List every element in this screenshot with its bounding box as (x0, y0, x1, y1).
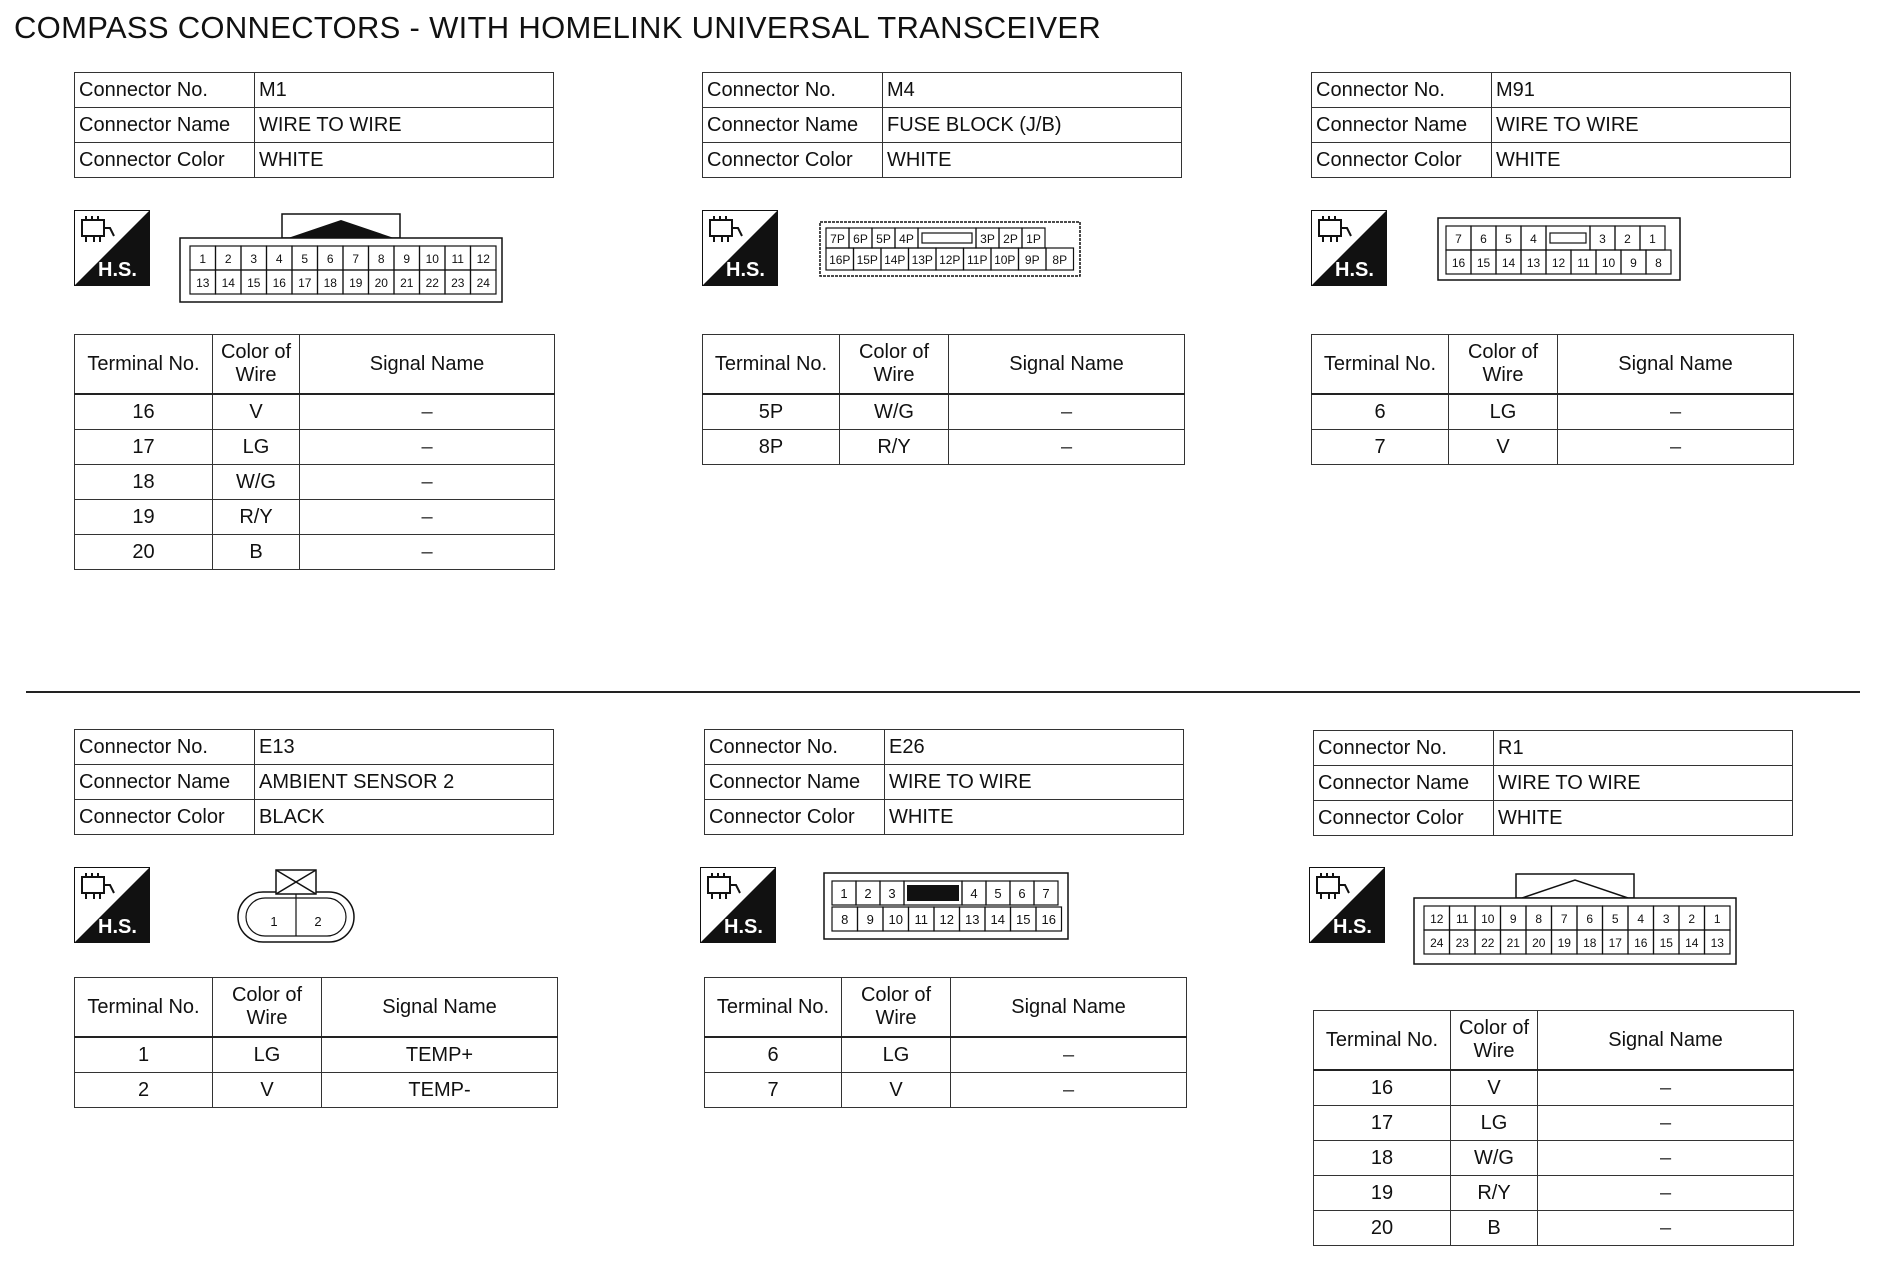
pin-number: 8 (1535, 912, 1543, 926)
wire-color-header: Color of Wire (1449, 335, 1558, 395)
pin-number: 2 (224, 252, 232, 266)
wire-color: R/Y (213, 500, 300, 535)
pin-number: 12 (476, 252, 490, 266)
pin-number: 11 (451, 252, 464, 266)
info-row (75, 800, 554, 835)
pin-number: 16P (829, 253, 851, 267)
pin-number: 12P (939, 253, 961, 267)
pin-number: 19 (349, 276, 363, 290)
wire-color: B (1451, 1211, 1538, 1246)
pin-number: 5 (1611, 912, 1619, 926)
info-label: Connector Name (75, 108, 255, 143)
pin-number: 9 (866, 912, 874, 927)
pin-number: 17 (1608, 936, 1622, 950)
signal-name: – (1558, 394, 1794, 430)
connector-color: WHITE (1492, 143, 1791, 178)
pin-number: 9 (1509, 912, 1517, 926)
terminal-table-header (705, 978, 1187, 1038)
pin-number: 15 (1659, 936, 1673, 950)
connector-info-table (704, 729, 1184, 835)
terminal-no-header: Terminal No. (1314, 1011, 1451, 1071)
pin-number: 13 (1526, 256, 1541, 270)
pin-number: 14 (990, 912, 1005, 927)
pin-number: 21 (400, 276, 414, 290)
terminal-table-header (703, 335, 1185, 395)
pin-number: 13 (1710, 936, 1724, 950)
wire-color: V (1449, 430, 1558, 465)
wire-color-header: Color of Wire (213, 335, 300, 395)
pin-number: 1 (270, 914, 278, 929)
table-row (1314, 1070, 1794, 1106)
terminal-number: 18 (75, 465, 213, 500)
pin-number: 8 (1655, 256, 1662, 270)
pin-number: 15 (1016, 912, 1031, 927)
pin-number: 16 (1451, 256, 1466, 270)
signal-name: – (300, 535, 555, 570)
wire-color-header: Color of Wire (842, 978, 951, 1038)
signal-name: – (949, 394, 1185, 430)
terminal-number: 2 (75, 1073, 213, 1108)
pin-number: 13P (911, 253, 933, 267)
pin-number: 11 (1456, 912, 1469, 926)
terminal-number: 16 (1314, 1070, 1451, 1106)
connector-info-block (1311, 72, 1791, 178)
pin-number: 20 (1532, 936, 1546, 950)
info-label: Connector No. (705, 730, 885, 765)
connector-info-table (1313, 730, 1793, 836)
pin-number: 20 (374, 276, 388, 290)
terminal-number: 17 (1314, 1106, 1451, 1141)
pin-number: 7 (352, 252, 360, 266)
info-label: Connector Name (75, 765, 255, 800)
connector-info-block (74, 72, 554, 178)
signal-name: – (300, 430, 555, 465)
connector-number: M4 (883, 73, 1182, 108)
pin-number: 22 (425, 276, 439, 290)
pin-number: 6 (1480, 232, 1487, 246)
pin-number: 12 (939, 912, 954, 927)
pin-number: 24 (1430, 936, 1444, 950)
connector-face-diagram (822, 871, 1070, 941)
terminal-no-header: Terminal No. (75, 335, 213, 395)
pin-number: 15 (247, 276, 261, 290)
wire-color: V (213, 1073, 322, 1108)
pin-number: 11 (914, 912, 928, 927)
pin-number: 10 (1481, 912, 1495, 926)
wire-color: LG (1451, 1106, 1538, 1141)
pin-number: 17 (298, 276, 312, 290)
pin-number: 1 (1649, 232, 1656, 246)
pin-number: 4 (1637, 912, 1645, 926)
signal-name: – (1538, 1176, 1794, 1211)
pin-number: 15 (1476, 256, 1491, 270)
table-row (75, 465, 555, 500)
info-row (75, 730, 554, 765)
signal-name: – (1538, 1106, 1794, 1141)
terminal-number: 6 (705, 1037, 842, 1073)
info-label: Connector Color (705, 800, 885, 835)
wire-color-header: Color of Wire (840, 335, 949, 395)
terminal-number: 18 (1314, 1141, 1451, 1176)
pin-number: 1 (840, 886, 848, 901)
wire-color: W/G (1451, 1141, 1538, 1176)
pin-number: 11P (967, 253, 988, 267)
connector-color: BLACK (255, 800, 554, 835)
connector-face-diagram (178, 212, 504, 304)
signal-name-header: Signal Name (949, 335, 1185, 395)
signal-name: – (300, 500, 555, 535)
pin-number: 10 (425, 252, 439, 266)
info-row (75, 765, 554, 800)
connector-number: E26 (885, 730, 1184, 765)
signal-name: – (1538, 1141, 1794, 1176)
hs-label: H.S. (98, 259, 137, 281)
info-row (1312, 108, 1791, 143)
signal-name-header: Signal Name (1538, 1011, 1794, 1071)
info-row (705, 730, 1184, 765)
pin-number: 19 (1557, 936, 1571, 950)
connector-info-table (74, 72, 554, 178)
connector-name: WIRE TO WIRE (885, 765, 1184, 800)
info-label: Connector Color (1314, 801, 1494, 836)
pin-number: 23 (1455, 936, 1469, 950)
hs-label: H.S. (98, 916, 137, 938)
terminal-table-header (1312, 335, 1794, 395)
pin-number: 7 (1042, 886, 1050, 901)
pin-number: 16 (272, 276, 286, 290)
table-row (75, 500, 555, 535)
terminal-number: 8P (703, 430, 840, 465)
table-row (703, 430, 1185, 465)
signal-name: – (1538, 1070, 1794, 1106)
info-label: Connector Color (703, 143, 883, 178)
info-row (75, 73, 554, 108)
info-label: Connector Name (1312, 108, 1492, 143)
pin-number: 3 (1599, 232, 1606, 246)
pin-number: 10 (888, 912, 903, 927)
pin-number: 16 (1041, 912, 1056, 927)
pin-number: 10P (994, 253, 1016, 267)
terminal-table (1313, 1010, 1794, 1246)
table-row (703, 394, 1185, 430)
info-label: Connector No. (1314, 731, 1494, 766)
connector-name: FUSE BLOCK (J/B) (883, 108, 1182, 143)
table-row (75, 394, 555, 430)
wire-color: W/G (840, 394, 949, 430)
wire-color-header: Color of Wire (213, 978, 322, 1038)
terminal-number: 5P (703, 394, 840, 430)
terminal-number: 19 (75, 500, 213, 535)
harness-side-icon (1311, 210, 1387, 286)
pin-number: 11 (1577, 256, 1590, 270)
pin-number: 18 (1583, 936, 1597, 950)
wire-color: LG (213, 430, 300, 465)
pin-number: 13 (196, 276, 210, 290)
info-label: Connector No. (75, 73, 255, 108)
wire-color: V (842, 1073, 951, 1108)
terminal-number: 20 (1314, 1211, 1451, 1246)
pin-number: 9P (1024, 253, 1040, 267)
terminal-table-header (75, 335, 555, 395)
connector-info-block (704, 729, 1184, 835)
table-row (1314, 1211, 1794, 1246)
pin-number: 7P (830, 232, 845, 246)
pin-number: 14P (884, 253, 906, 267)
pin-number: 3P (980, 232, 995, 246)
connector-name: WIRE TO WIRE (255, 108, 554, 143)
harness-side-icon (702, 210, 778, 286)
wire-color: B (213, 535, 300, 570)
signal-name: – (1538, 1211, 1794, 1246)
info-label: Connector No. (75, 730, 255, 765)
wire-color: LG (842, 1037, 951, 1073)
terminal-no-header: Terminal No. (75, 978, 213, 1038)
connector-number: M1 (255, 73, 554, 108)
wire-color: LG (1449, 394, 1558, 430)
pin-number: 14 (1501, 256, 1516, 270)
pin-number: 4 (1530, 232, 1537, 246)
connector-color: WHITE (1494, 801, 1793, 836)
wire-color: V (1451, 1070, 1538, 1106)
terminal-number: 6 (1312, 394, 1449, 430)
signal-name: – (300, 394, 555, 430)
terminal-table (74, 977, 558, 1108)
pin-number: 15P (856, 253, 878, 267)
signal-name-header: Signal Name (1558, 335, 1794, 395)
info-label: Connector Color (1312, 143, 1492, 178)
table-row (75, 1073, 558, 1108)
pin-number: 8 (841, 912, 849, 927)
pin-number: 3 (250, 252, 258, 266)
pin-number: 10 (1601, 256, 1616, 270)
pin-number: 5 (1505, 232, 1512, 246)
pin-number: 6 (1586, 912, 1594, 926)
harness-side-icon (700, 867, 776, 943)
table-row (705, 1037, 1187, 1073)
pin-number: 3 (888, 886, 896, 901)
info-label: Connector Color (75, 800, 255, 835)
connector-color: WHITE (885, 800, 1184, 835)
connector-face-diagram (818, 220, 1082, 278)
info-row (1314, 801, 1793, 836)
page-title: COMPASS CONNECTORS - WITH HOMELINK UNIVERSAL TRANSCEIVER (14, 10, 1102, 45)
pin-number: 4 (275, 252, 283, 266)
signal-name-header: Signal Name (951, 978, 1187, 1038)
pin-number: 6 (1018, 886, 1026, 901)
connector-face-diagram (1412, 872, 1738, 966)
table-row (75, 535, 555, 570)
harness-side-icon (74, 210, 150, 286)
table-row (75, 1037, 558, 1073)
connector-info-table (702, 72, 1182, 178)
info-label: Connector Color (75, 143, 255, 178)
pin-number: 6 (326, 252, 334, 266)
terminal-no-header: Terminal No. (705, 978, 842, 1038)
info-row (1312, 73, 1791, 108)
pin-number: 5 (301, 252, 309, 266)
pin-number: 23 (451, 276, 465, 290)
pin-number: 4 (970, 886, 978, 901)
pin-number: 18 (323, 276, 337, 290)
pin-number: 5P (876, 232, 891, 246)
info-row (703, 143, 1182, 178)
pin-number: 4P (899, 232, 914, 246)
pin-number: 7 (1560, 912, 1568, 926)
info-row (705, 800, 1184, 835)
pin-number: 12 (1551, 256, 1566, 270)
info-row (1314, 766, 1793, 801)
pin-number: 16 (1634, 936, 1648, 950)
signal-name: TEMP+ (322, 1037, 558, 1073)
info-label: Connector Name (703, 108, 883, 143)
terminal-table (704, 977, 1187, 1108)
pin-number: 8 (377, 252, 385, 266)
wire-color: V (213, 394, 300, 430)
wire-color: W/G (213, 465, 300, 500)
signal-name: TEMP- (322, 1073, 558, 1108)
connector-name: AMBIENT SENSOR 2 (255, 765, 554, 800)
table-row (1312, 430, 1794, 465)
terminal-number: 20 (75, 535, 213, 570)
pin-number: 1 (1713, 912, 1721, 926)
terminal-no-header: Terminal No. (703, 335, 840, 395)
pin-number: 8P (1052, 253, 1068, 267)
table-row (75, 430, 555, 465)
table-row (1314, 1141, 1794, 1176)
pin-number: 12 (1430, 912, 1444, 926)
terminal-table (74, 334, 555, 570)
terminal-table (702, 334, 1185, 465)
terminal-table (1311, 334, 1794, 465)
signal-name: – (951, 1073, 1187, 1108)
hs-label: H.S. (1333, 916, 1372, 938)
connector-color: WHITE (883, 143, 1182, 178)
info-row (705, 765, 1184, 800)
terminal-number: 7 (1312, 430, 1449, 465)
hs-label: H.S. (724, 916, 763, 938)
signal-name-header: Signal Name (322, 978, 558, 1038)
terminal-number: 17 (75, 430, 213, 465)
hs-label: H.S. (1335, 259, 1374, 281)
info-row (1312, 143, 1791, 178)
connector-name: WIRE TO WIRE (1492, 108, 1791, 143)
terminal-number: 19 (1314, 1176, 1451, 1211)
pin-number: 13 (965, 912, 980, 927)
hs-label: H.S. (726, 259, 765, 281)
signal-name: – (300, 465, 555, 500)
info-label: Connector Name (1314, 766, 1494, 801)
pin-number: 1 (199, 252, 207, 266)
wire-color: LG (213, 1037, 322, 1073)
terminal-number: 7 (705, 1073, 842, 1108)
pin-number: 21 (1506, 936, 1520, 950)
info-label: Connector Name (705, 765, 885, 800)
pin-number: 14 (221, 276, 235, 290)
harness-side-icon (1309, 867, 1385, 943)
connector-name: WIRE TO WIRE (1494, 766, 1793, 801)
info-row (1314, 731, 1793, 766)
connector-info-block (74, 729, 554, 835)
pin-number: 24 (476, 276, 490, 290)
table-row (1314, 1176, 1794, 1211)
pin-number: 9 (403, 252, 411, 266)
terminal-table-header (75, 978, 558, 1038)
pin-number: 1P (1026, 232, 1041, 246)
table-row (705, 1073, 1187, 1108)
terminal-no-header: Terminal No. (1312, 335, 1449, 395)
connector-number: E13 (255, 730, 554, 765)
connector-info-block (1313, 730, 1793, 836)
wire-color: R/Y (840, 430, 949, 465)
connector-info-block (702, 72, 1182, 178)
connector-number: M91 (1492, 73, 1791, 108)
wire-color-header: Color of Wire (1451, 1011, 1538, 1071)
info-row (703, 73, 1182, 108)
pin-number: 2 (1688, 912, 1696, 926)
info-row (75, 143, 554, 178)
signal-name: – (949, 430, 1185, 465)
section-divider (26, 691, 1860, 693)
connector-face-diagram (236, 866, 356, 946)
pin-number: 3 (1662, 912, 1670, 926)
signal-name: – (951, 1037, 1187, 1073)
pin-number: 6P (853, 232, 868, 246)
connector-number: R1 (1494, 731, 1793, 766)
connector-info-table (1311, 72, 1791, 178)
pin-number: 22 (1481, 936, 1495, 950)
connector-color: WHITE (255, 143, 554, 178)
pin-number: 2 (1624, 232, 1631, 246)
table-row (1312, 394, 1794, 430)
wire-color: R/Y (1451, 1176, 1538, 1211)
table-row (1314, 1106, 1794, 1141)
pin-number: 2P (1003, 232, 1018, 246)
terminal-table-header (1314, 1011, 1794, 1071)
pin-number: 9 (1630, 256, 1637, 270)
pin-number: 7 (1455, 232, 1462, 246)
terminal-number: 16 (75, 394, 213, 430)
terminal-number: 1 (75, 1037, 213, 1073)
info-row (75, 108, 554, 143)
signal-name: – (1558, 430, 1794, 465)
pin-number: 14 (1685, 936, 1699, 950)
info-label: Connector No. (1312, 73, 1492, 108)
pin-number: 2 (314, 914, 322, 929)
pin-number: 2 (864, 886, 872, 901)
pin-number: 5 (994, 886, 1002, 901)
connector-info-table (74, 729, 554, 835)
info-row (703, 108, 1182, 143)
signal-name-header: Signal Name (300, 335, 555, 395)
info-label: Connector No. (703, 73, 883, 108)
connector-face-diagram (1436, 216, 1682, 282)
harness-side-icon (74, 867, 150, 943)
